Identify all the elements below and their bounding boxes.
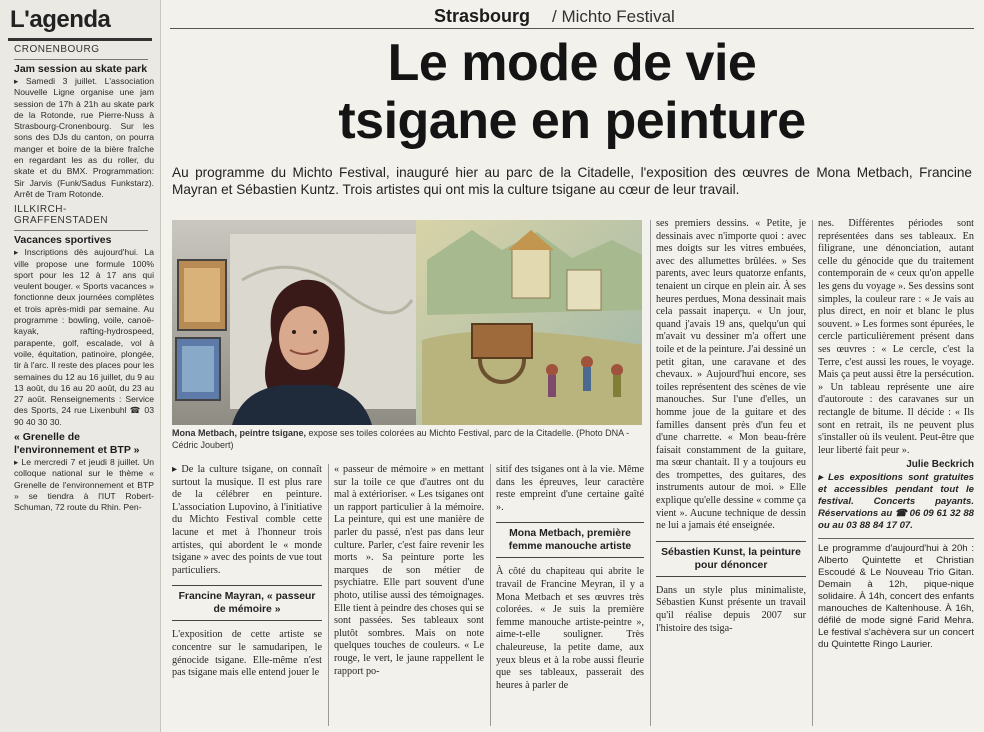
agenda-item-location: CRONENBOURG [14, 44, 100, 55]
article-subhead: Mona Metbach, première femme manouche artiste [496, 522, 644, 558]
article-paragraph: ses premiers dessins. « Petite, je dessinais avec n'importe quoi : avec mes doigts sur les vitres embuées, avec des allumettes brûlées. » Ses parents, avec leurs quatorze enfants, tenaient un cirque en plein air. À ses heures perdues, Mona dessinait mais cela passait inaperçu. « Un jour, quand j'avais 19 ans, quelqu'un qui m'avait vu dessiner m'a offert une toile et de la peinture. J'ai dessiné un petit gitan, une caravane et des chevaux. » Aujourd'hui encore, ses toiles représentent des scènes de vie manouches. Sur l'une d'elles, un homme joue de la guitare et des familles dansent près d'un feu et d'une charrette. « Mon beau-frère faisait constamment de la guitare, ma sœur chantait. Il y a toujours eu des trompettes, des guitares, des instruments autour de moi. » Elle explique qu'elle dessine « comme ça vient ». Aucune technique de dessin ne lui a jamais été enseignée. [656, 218, 806, 532]
agenda-item-heading: « Grenelle de l'environnement et BTP » [14, 431, 140, 457]
agenda-item-heading: Jam session au skate park [14, 63, 148, 75]
agenda-item-text: ▸ Le mercredi 7 et jeudi 8 juillet. Un colloque national sur le thème « Grenelle de l'environnement et BTP » se tiendra à l'IUT Robert-Schuman, 72 route du Rhin. Pen- [14, 457, 154, 513]
column-rule [650, 220, 651, 726]
article-column-5 [818, 218, 974, 726]
agenda-item [0, 44, 160, 200]
article-column-3 [496, 464, 644, 726]
article-subhead: Sébastien Kunst, la peinture pour dénoncer [656, 541, 806, 577]
column-rule [490, 464, 491, 726]
agenda-item [0, 431, 160, 513]
article-paragraph: À côté du chapiteau qui abrite le travail de Francine Meyran, il y a Mona Metbach et ses œuvres très colorées. « Je suis la première femme manouche artiste-peintre », aime-t-elle souligner. Très chaleureuse, la petite dame, aux yeux bleus et à la robe aussi fleurie que ses tableaux, passerait des heures à parler de [496, 566, 644, 691]
headline-line: tsigane en peinture [338, 92, 806, 150]
photo-caption [172, 428, 642, 451]
agenda-rule [8, 38, 152, 41]
agenda-title: L'agenda [10, 6, 111, 33]
agenda-item-heading: Vacances sportives [14, 234, 112, 247]
agenda-item-text: ▸ Samedi 3 juillet. L'association Nouvelle Ligne organise une jam session de 17h à 21h au skate park de la Rotonde, rue Pierre-Nuss à Strasbourg-Cronenbourg. Sur les sons des DJs du canton, on pourra manger et boire de la bière fraîche en regardant les as du roller, du skate et du BMX. Programmation: Sir Jarvis (Funk/Sadus Funkstarz). Arrêt de Tram Rotonde. [14, 76, 154, 199]
kicker-section: / Michto Festival [552, 7, 675, 26]
article-paragraph: sitif des tsiganes ont à la vie. Même dans les épreuves, leur caractère reste empreint d'une certaine gaîté ». [496, 464, 644, 513]
headline-line: Le mode de vie [387, 34, 757, 92]
article-column-1 [172, 464, 322, 726]
section-kicker [170, 4, 974, 29]
festival-note: ▸ Les expositions sont gratuites et accessibles pendant tout le festival. Concerts payants. Réservations au ☎ 06 09 61 32 88 ou au 03 88 84 17 07. [818, 471, 974, 531]
caption-text: expose ses toiles colorées au Michto Festival, parc de la Citadelle. (Photo DNA - Cédric Joubert) [172, 428, 630, 450]
article-paragraph: ▸ De la culture tsigane, on connaît surtout la musique. Il est plus rare de la célébrer en peinture. L'association Lupovino, à l'initiative du Michto Festival comble cette lacune et met à l'honneur trois artistes, qui abordent le « monde tsigane » avec des points de vue tout particuliers. [172, 464, 322, 576]
author-signature: Julie Beckrich [906, 459, 974, 471]
kicker-location: Strasbourg [434, 6, 531, 26]
article-column-2 [334, 464, 484, 726]
column-rule [328, 464, 329, 726]
agenda-separator [14, 59, 148, 60]
article-paragraph: L'exposition de cette artiste se concentre sur le samudaripen, le génocide tsigane. Elle-même n'est pas tsigane mais elle entend jouer le [172, 629, 322, 679]
article-photo [172, 220, 642, 425]
note-separator [818, 538, 974, 539]
caption-name: Mona Metbach, peintre tsigane, [172, 428, 307, 438]
article-paragraph: nes. Différentes périodes sont représentées dans ses tableaux. En filigrane, une dénonciation, autant celle du génocide que du traitement contemporain de « ceux qu'on appelle les gens du voyage ». Ses dessins sont simples, la couleur rare : « Je vais au plus direct, en noir et blanc le plus souvent. » Les formes sont épurées, le cercle particulièrement présent dans ses œuvres : « Le cercle, c'est la Terre, c'est aussi les roues, le voyage. Mais ça peut aussi être la persécution. » Un tableau représente une aire d'autoroute : des caravanes sur un rectangle de bitume. Il décide : « Ils sont en retrait, ils ne peuvent plus s'installer où ils veulent. Peut-être que leur liberté fait peur ». [818, 218, 974, 456]
article-column-4 [656, 218, 806, 726]
article-lede: Au programme du Michto Festival, inauguré hier au parc de la Citadelle, l'exposition des œuvres de Mona Metbach, Francine Mayran et Sébastien Kuntz. Trois artistes qui ont mis la culture tsigane au cœur de leur travail. [172, 165, 972, 197]
festival-program: Le programme d'aujourd'hui à 20h : Alberto Quintette et Christian Escoudé & Le Nouveau Trio Gitan. Demain à 12h, pique-nique solidaire. À 14h, concert des enfants manouches de Kaltenhouse. À 16h, défilé de mode signé Farid Mehra. Le festival s'achèvera sur un concert du Quintette Ringo Laurier. [818, 542, 974, 650]
photo-illustration [172, 220, 642, 425]
agenda-item-location: ILLKIRCH-GRAFFENSTADEN [14, 204, 109, 227]
agenda-item-text: ▸ Inscriptions dès aujourd'hui. La ville propose une formule 100% sport pour les 12 à 17 ans qui veulent bouger. « Sports vacances » fonctionne deux journées complètes et trois après-midi par semaine. Au programme : bowling, voile, canoë-kayak, rafting-hydrospeed, parapente, golf, escalade, vol à voile, équitation, patinoire, plongée, tir à l'arc. Il reste des places pour les semaines du 12 au 16 juillet, du 9 au 13 août, du 16 au 20 août, du 23 au 27 août. Renseignements : Service des Sports, 24 rue Lixenbuhl ☎ 03 90 40 30 30. [14, 247, 154, 427]
article-paragraph: « passeur de mémoire » en mettant sur la toile ce que d'autres ont du mal à extérioriser. « Les tsiganes ont un rapport particulier à la mémoire. La peinture, qui est une manière de parler du passé, n'est pas dans leur culture. Parler, c'est faire revenir les morts ». Sa peinture porte les marques de son métier de psychiatre. Elle part souvent d'une photo, utilise aussi des témoignages. Elle tient à peindre des choses qui se sont passées. Ses tableaux sont plutôt sombres. Mais on note quelques touches de couleurs. « Le rouge, le vert, le jaune rappellent le rapport po- [334, 464, 484, 677]
agenda-item [0, 204, 160, 428]
column-rule [812, 220, 813, 726]
agenda-separator [14, 230, 148, 231]
article-headline [170, 34, 974, 150]
article-paragraph: Dans un style plus minimaliste, Sébastien Kunst présente un travail qu'il réalise depuis 2007 sur l'histoire des tsiga- [656, 584, 806, 634]
article-subhead: Francine Mayran, « passeur de mémoire » [172, 585, 322, 621]
agenda-sidebar [0, 0, 161, 732]
